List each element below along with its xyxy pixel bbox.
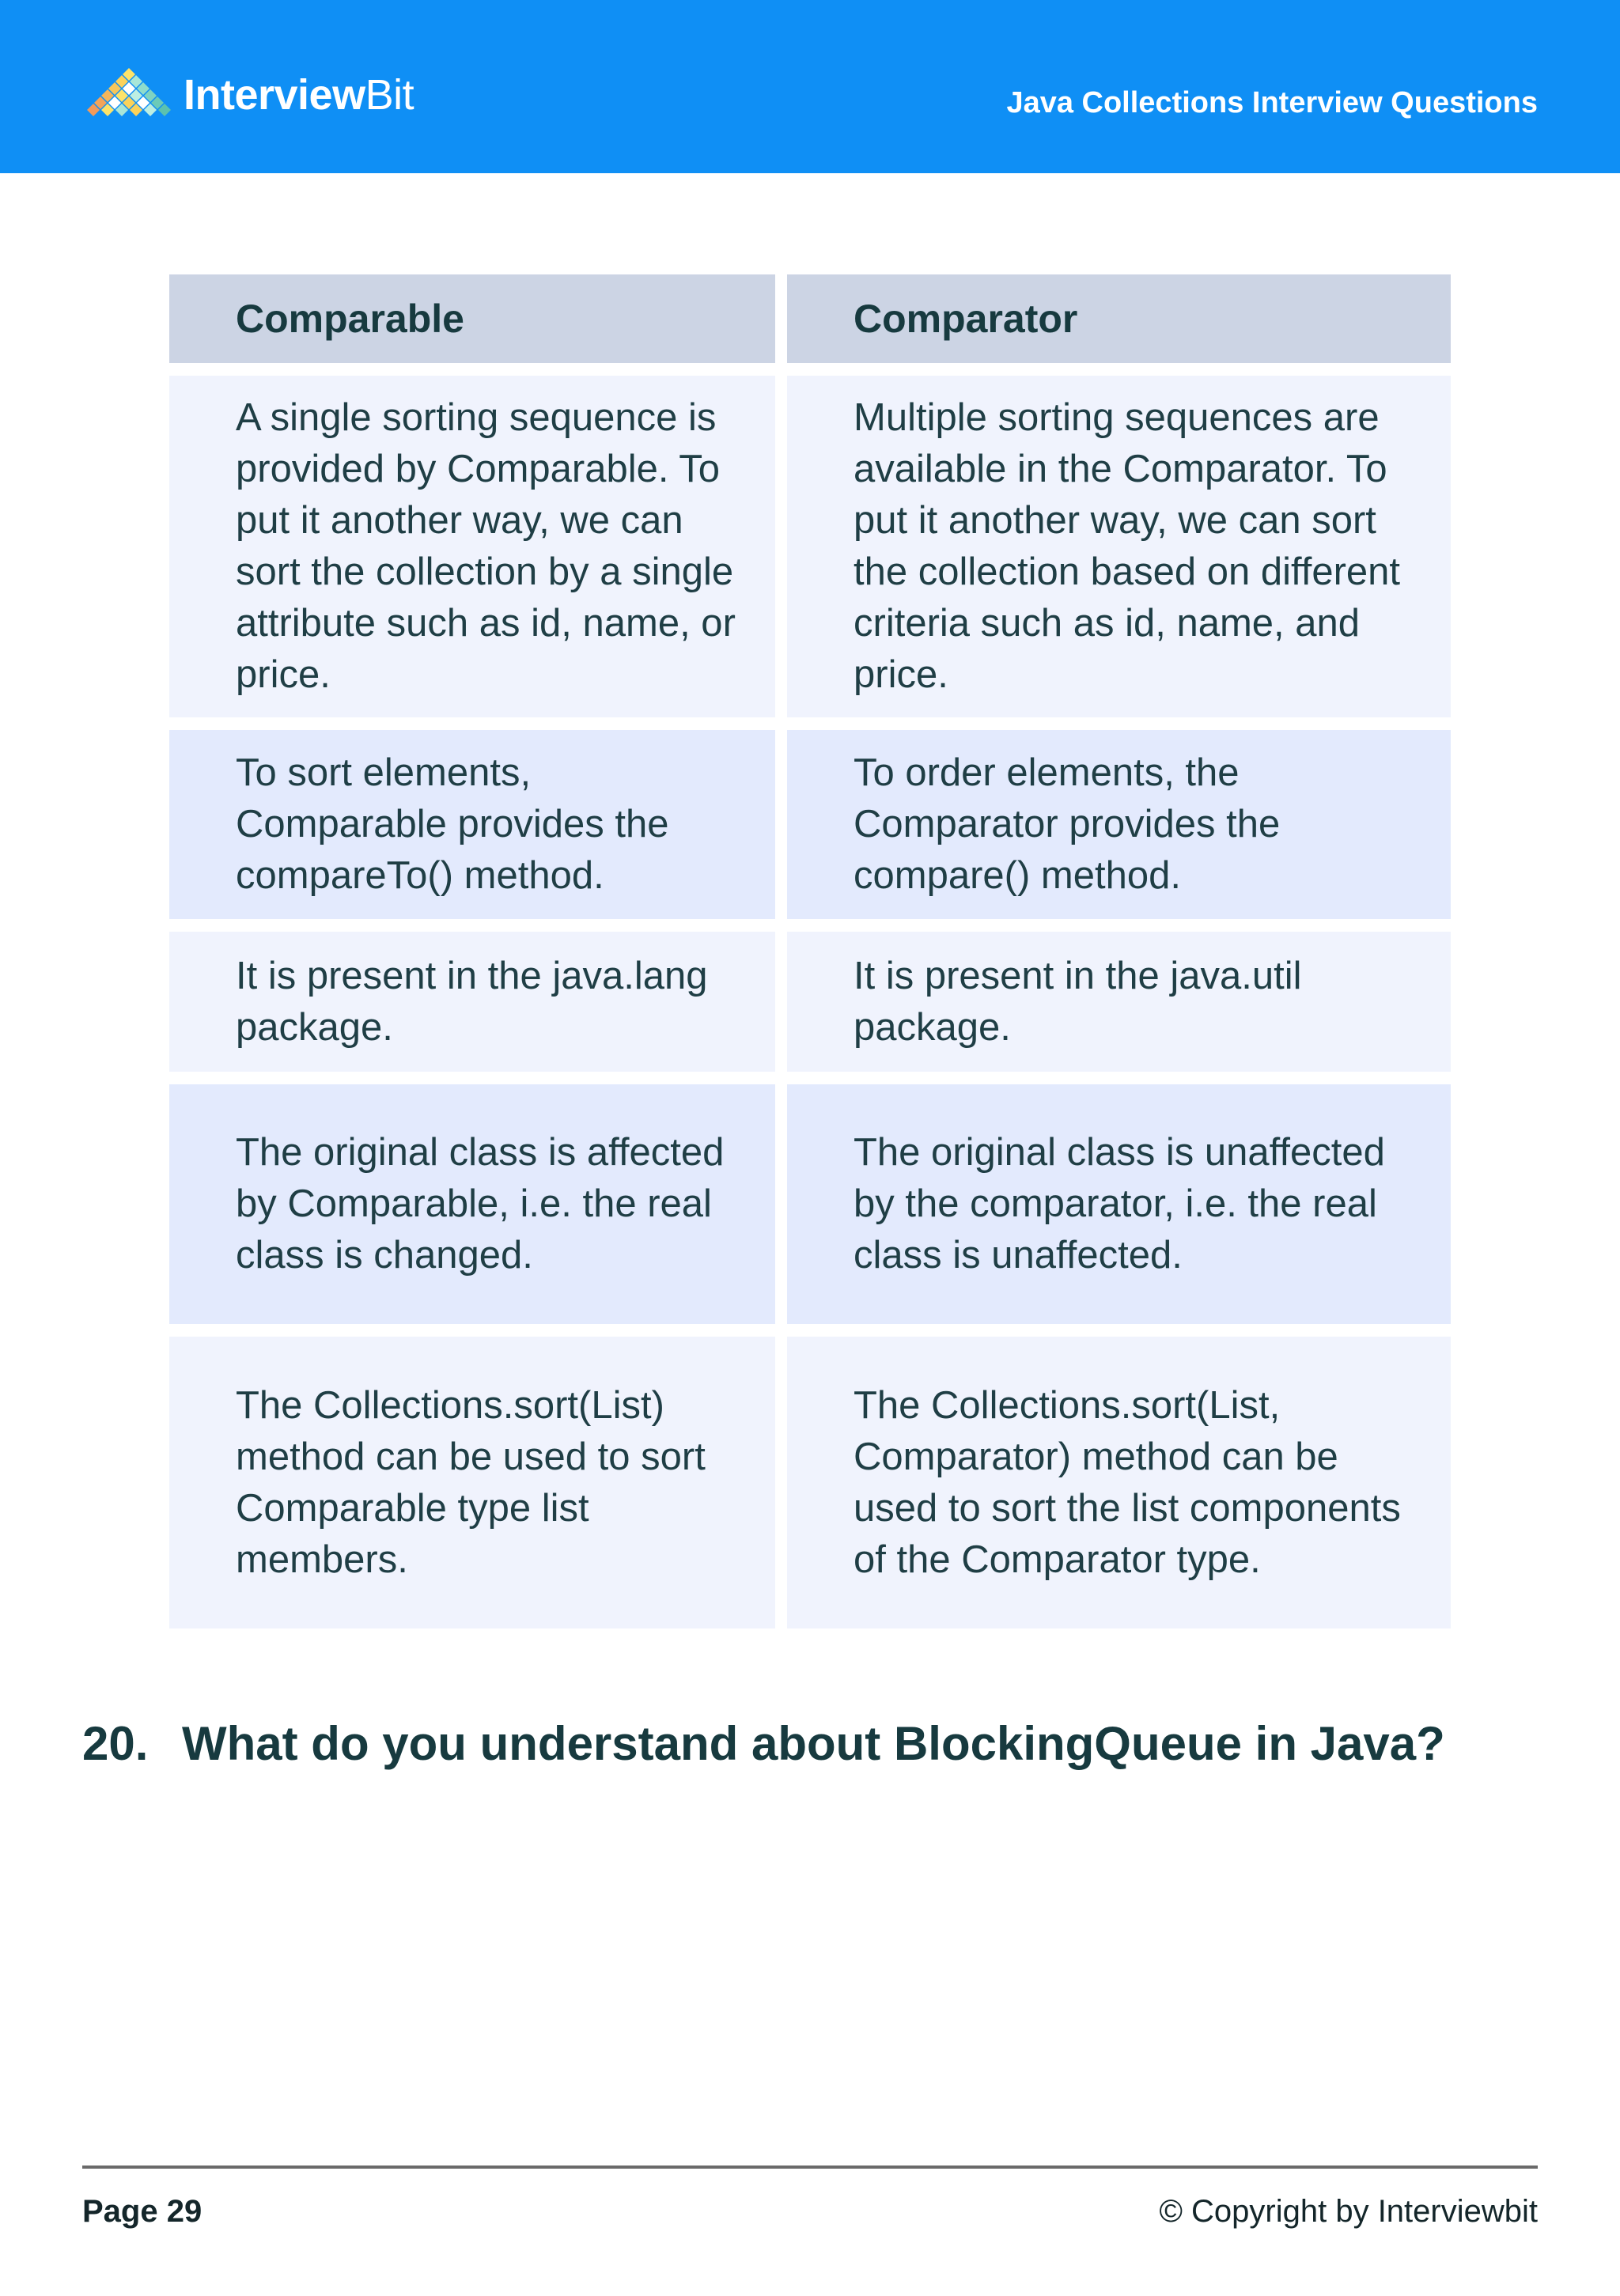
document-title: Java Collections Interview Questions: [1006, 86, 1538, 119]
table-cell-comparator: To order elements, the Comparator provides the compare() method.: [787, 730, 1451, 919]
table-row: [169, 376, 1451, 717]
table-cell-comparable: The original class is affected by Comparable, i.e. the real class is changed.: [169, 1084, 775, 1324]
table-cell-comparator: The Collections.sort(List, Comparator) method can be used to sort the list components of the Comparator type.: [787, 1337, 1451, 1628]
table-cell-comparable: The Collections.sort(List) method can be used to sort Comparable type list members.: [169, 1337, 775, 1628]
table-cell-comparable: It is present in the java.lang package.: [169, 932, 775, 1072]
table-row: [169, 1337, 1451, 1628]
table-row: [169, 1084, 1451, 1324]
table-header-row: [169, 274, 1451, 363]
logo-wordmark-light: Bit: [365, 71, 414, 119]
logo-wordmark-bold: Interview: [184, 71, 365, 119]
table-row: [169, 730, 1451, 919]
question-text: What do you understand about BlockingQueue in Java?: [182, 1717, 1445, 1770]
table-cell-comparable: To sort elements, Comparable provides the compareTo() method.: [169, 730, 775, 919]
column-header-comparator: Comparator: [787, 274, 1451, 363]
question-heading: [82, 1708, 1445, 1780]
table-cell-comparator: It is present in the java.util package.: [787, 932, 1451, 1072]
table-cell-comparator: Multiple sorting sequences are available in the Comparator. To put it another way, we can sort the collection based on different criteria such as id, name, and price.: [787, 376, 1451, 717]
column-header-comparable: Comparable: [169, 274, 775, 363]
footer-divider: [82, 2166, 1538, 2169]
table-cell-comparator: The original class is unaffected by the comparator, i.e. the real class is unaffected.: [787, 1084, 1451, 1324]
logo-wordmark: [184, 65, 414, 125]
page-header: [0, 0, 1620, 173]
page-number: Page 29: [82, 2194, 202, 2229]
table-cell-comparable: A single sorting sequence is provided by Comparable. To put it another way, we can sort the collection by a single attribute such as id, name, or price.: [169, 376, 775, 717]
table-row: [169, 932, 1451, 1072]
interviewbit-logo-icon: [82, 65, 176, 125]
question-number: 20.: [82, 1717, 149, 1770]
interviewbit-logo[interactable]: [82, 65, 414, 125]
comparison-table: [169, 274, 1451, 1641]
copyright-notice: © Copyright by Interviewbit: [1159, 2194, 1538, 2229]
